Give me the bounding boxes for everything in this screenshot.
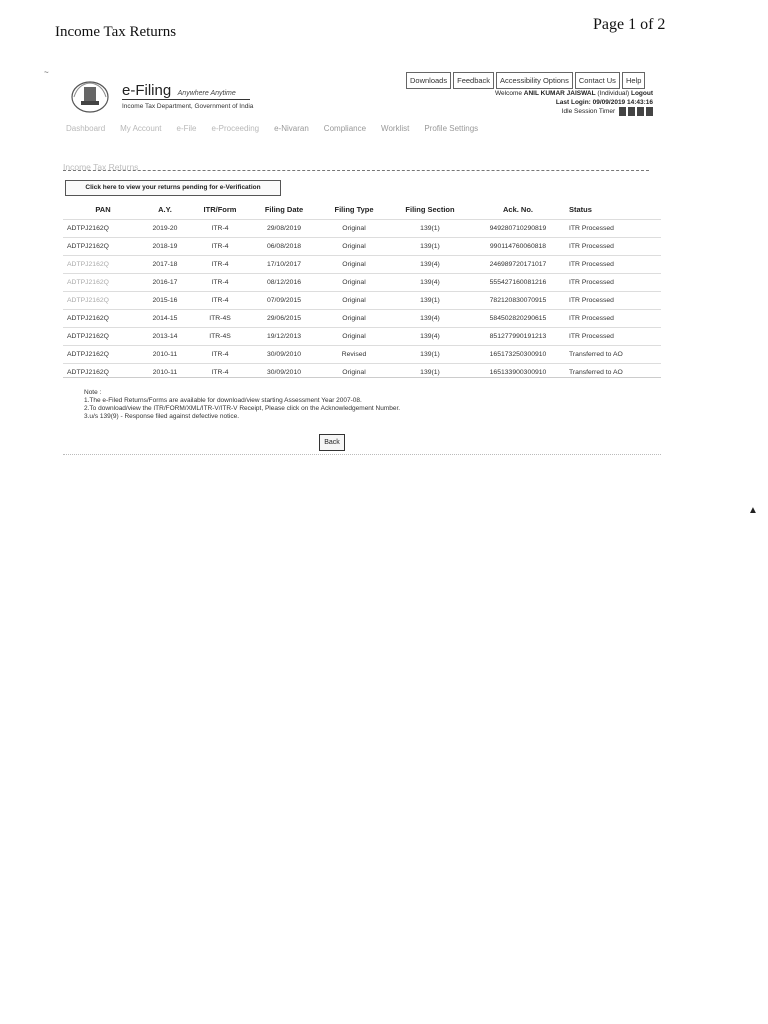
table-row [63, 292, 661, 310]
cell-filing-date: 07/09/2015 [249, 292, 319, 310]
cell-ay: 2019-20 [139, 220, 191, 238]
brand-tagline: Anywhere Anytime [177, 90, 236, 97]
timer-digit [637, 107, 644, 116]
cell-ay: 2014-15 [139, 310, 191, 328]
feedback-link[interactable]: Feedback [453, 72, 494, 89]
cell-filing-section: 139(4) [389, 310, 471, 328]
cell-ay: 2010-11 [139, 364, 191, 382]
table-row [63, 256, 661, 274]
cell-filing-type: Original [319, 310, 389, 328]
contact-us-link[interactable]: Contact Us [575, 72, 620, 89]
cell-ack-no[interactable]: 782120830070915 [471, 292, 565, 310]
cell-itr-form: ITR-4 [191, 364, 249, 382]
table-row [63, 328, 661, 346]
cell-filing-date: 30/09/2010 [249, 346, 319, 364]
table-row [63, 310, 661, 328]
cell-ay: 2016-17 [139, 274, 191, 292]
section-divider [63, 170, 649, 171]
cell-filing-section: 139(1) [389, 292, 471, 310]
cell-itr-form: ITR-4 [191, 220, 249, 238]
cell-filing-date: 06/08/2018 [249, 238, 319, 256]
table-row [63, 220, 661, 238]
section-title: Income Tax Returns [63, 162, 139, 172]
note-line: 3.u/s 139(9) - Response filed against defective notice. [84, 413, 240, 420]
cell-ay: 2015-16 [139, 292, 191, 310]
back-button[interactable]: Back [319, 434, 345, 451]
cell-pan: ADTPJ2162Q [63, 238, 139, 256]
cell-filing-type: Revised [319, 346, 389, 364]
cell-ay: 2010-11 [139, 346, 191, 364]
cell-filing-date: 30/09/2010 [249, 364, 319, 382]
cell-itr-form: ITR-4S [191, 328, 249, 346]
accessibility-options-link[interactable]: Accessibility Options [496, 72, 573, 89]
welcome-prefix: Welcome [495, 90, 522, 97]
cell-filing-section: 139(4) [389, 328, 471, 346]
cell-ack-no[interactable]: 584502820290615 [471, 310, 565, 328]
table-header-row [63, 199, 661, 220]
cell-pan: ADTPJ2162Q [63, 256, 139, 274]
cell-status: ITR Processed [565, 328, 661, 346]
cell-ay: 2017-18 [139, 256, 191, 274]
nav-e-nivaran[interactable]: e-Nivaran [274, 124, 309, 133]
user-info [495, 89, 653, 116]
top-links [406, 72, 645, 89]
help-link[interactable]: Help [622, 72, 645, 89]
col-header-filing-type: Filing Type [334, 204, 374, 214]
cell-pan: ADTPJ2162Q [63, 220, 139, 238]
nav-dashboard[interactable]: Dashboard [66, 124, 106, 133]
cell-filing-type: Original [319, 220, 389, 238]
table-row [63, 346, 661, 364]
cell-filing-date: 29/08/2019 [249, 220, 319, 238]
cell-ay: 2013-14 [139, 328, 191, 346]
cell-pan: ADTPJ2162Q [63, 310, 139, 328]
cell-filing-section: 139(4) [389, 256, 471, 274]
cell-status: Transferred to AO [565, 364, 661, 382]
cell-filing-type: Original [319, 256, 389, 274]
cell-ack-no[interactable]: 990114760060818 [471, 238, 565, 256]
table-row [63, 238, 661, 256]
nav-profile-settings[interactable]: Profile Settings [424, 124, 479, 133]
nav-e-proceeding[interactable]: e-Proceeding [211, 124, 260, 133]
cell-status: ITR Processed [565, 274, 661, 292]
col-header-ack-no: Ack. No. [502, 204, 533, 214]
cell-pan: ADTPJ2162Q [63, 292, 139, 310]
bottom-divider [63, 454, 661, 455]
cell-filing-section: 139(4) [389, 274, 471, 292]
cell-filing-date: 17/10/2017 [249, 256, 319, 274]
pending-everification-button[interactable]: Click here to view your returns pending for e-Verification [65, 180, 281, 196]
cell-filing-type: Original [319, 238, 389, 256]
cell-ack-no[interactable]: 851277990191213 [471, 328, 565, 346]
cell-filing-date: 19/12/2013 [249, 328, 319, 346]
timer-digit [628, 107, 635, 116]
cell-status: Transferred to AO [565, 346, 661, 364]
cell-itr-form: ITR-4 [191, 292, 249, 310]
cell-filing-date: 08/12/2016 [249, 274, 319, 292]
note-line: 2.To download/view the ITR/FORM/XML/ITR-V/ITR-V Receipt, Please click on the Acknowledgement Number. [84, 405, 401, 412]
table-row [63, 274, 661, 292]
col-header-filing-section: Filing Section [405, 204, 455, 214]
cell-status: ITR Processed [565, 310, 661, 328]
logout-link[interactable]: Logout [630, 90, 653, 97]
cell-filing-section: 139(1) [389, 346, 471, 364]
scan-speck: ~ [44, 68, 49, 77]
cell-ack-no[interactable]: 246989720171017 [471, 256, 565, 274]
cell-pan: ADTPJ2162Q [63, 274, 139, 292]
brand-divider [122, 99, 250, 100]
col-header-itr-form: ITR/Form [203, 204, 237, 214]
col-header-pan: PAN [95, 204, 111, 214]
notes [84, 389, 400, 421]
cell-filing-section: 139(1) [389, 220, 471, 238]
cell-itr-form: ITR-4 [191, 346, 249, 364]
brand-name: e-Filing [122, 82, 172, 99]
cell-filing-date: 29/06/2015 [249, 310, 319, 328]
cell-filing-type: Original [319, 292, 389, 310]
cell-status: ITR Processed [565, 256, 661, 274]
nav-compliance[interactable]: Compliance [323, 124, 367, 133]
nav-worklist[interactable]: Worklist [381, 124, 410, 133]
cell-filing-type: Original [319, 274, 389, 292]
cell-itr-form: ITR-4 [191, 238, 249, 256]
cell-filing-type: Original [319, 364, 389, 382]
downloads-link[interactable]: Downloads [406, 72, 451, 89]
cell-pan: ADTPJ2162Q [63, 346, 139, 364]
main-nav [66, 124, 478, 133]
idle-timer-label: Idle Session Timer [561, 108, 616, 116]
cell-ay: 2018-19 [139, 238, 191, 256]
cell-ack-no[interactable]: 555427160081216 [471, 274, 565, 292]
cell-pan: ADTPJ2162Q [63, 328, 139, 346]
cell-ack-no[interactable]: 949280710290819 [471, 220, 565, 238]
user-name: ANIL KUMAR JAISWAL [523, 90, 596, 97]
brand-department: Income Tax Department, Government of India [122, 103, 254, 110]
last-login: Last Login: 09/09/2019 14:43:16 [555, 99, 653, 106]
cell-filing-section: 139(1) [389, 238, 471, 256]
cell-status: ITR Processed [565, 220, 661, 238]
timer-digit [646, 107, 653, 116]
page-number: Page 1 of 2 [593, 16, 666, 33]
cell-itr-form: ITR-4 [191, 256, 249, 274]
cell-itr-form: ITR-4S [191, 310, 249, 328]
brand-block [122, 82, 236, 100]
scan-speck: ▲ [748, 505, 758, 516]
user-type: (Individual) [597, 90, 630, 97]
col-header-ay: A.Y. [158, 204, 172, 214]
cell-status: ITR Processed [565, 292, 661, 310]
cell-ack-no[interactable]: 165173250300910 [471, 346, 565, 364]
cell-itr-form: ITR-4 [191, 274, 249, 292]
timer-digit [619, 107, 626, 116]
emblem-icon [70, 80, 110, 114]
cell-filing-type: Original [319, 328, 389, 346]
returns-table [63, 199, 661, 381]
cell-ack-no[interactable]: 165133900300910 [471, 364, 565, 382]
nav-e-file[interactable]: e-File [176, 124, 197, 133]
nav-my-account[interactable]: My Account [120, 124, 162, 133]
cell-filing-section: 139(1) [389, 364, 471, 382]
cell-pan: ADTPJ2162Q [63, 364, 139, 382]
print-title: Income Tax Returns [55, 24, 177, 40]
note-line: 1.The e-Filed Returns/Forms are available for download/view starting Assessment Year 2007-08. [84, 397, 362, 404]
col-header-status: Status [569, 204, 592, 214]
col-header-filing-date: Filing Date [264, 204, 304, 214]
cell-status: ITR Processed [565, 238, 661, 256]
notes-heading: Note : [84, 389, 102, 396]
